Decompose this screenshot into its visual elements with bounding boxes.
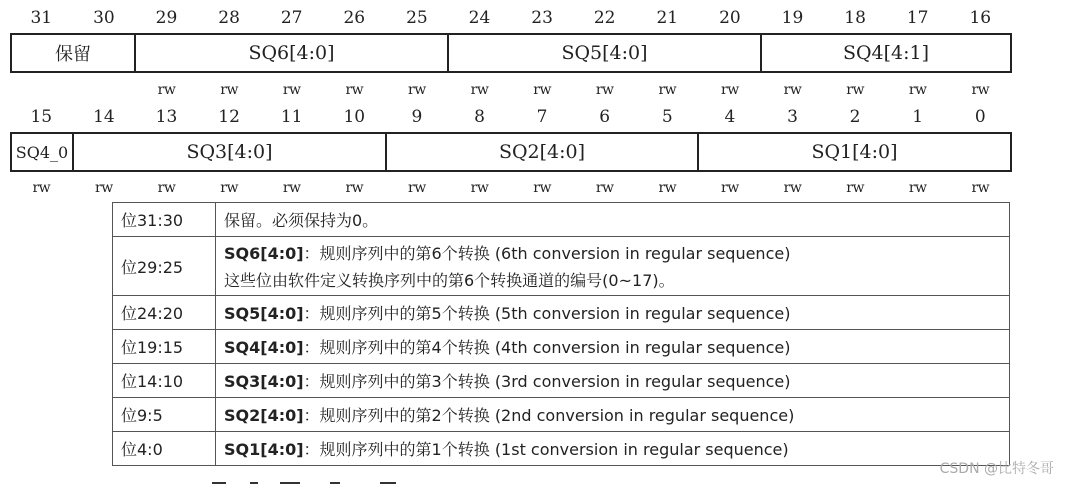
bit-number: 30 — [93, 8, 115, 28]
access-type: rw — [470, 180, 489, 196]
table-row — [113, 203, 1010, 237]
bit-number: 2 — [849, 107, 861, 127]
bit-number: 0 — [974, 107, 986, 127]
access-type: rw — [345, 180, 364, 196]
upper-register-fields — [10, 33, 1012, 73]
bit-number: 28 — [218, 8, 240, 28]
access-type: rw — [408, 180, 426, 196]
bit-range: 位29:25 — [113, 237, 216, 296]
bit-number: 9 — [411, 107, 423, 127]
bit-number: 20 — [719, 8, 741, 28]
access-type: rw — [282, 180, 301, 196]
table-row — [113, 330, 1010, 364]
bit-number: 22 — [593, 8, 616, 28]
watermark: CSDN @比特冬哥 — [939, 461, 1054, 477]
bit-description: SQ5[4:0]：规则序列中的第5个转换 (5th conversion in regular sequence) — [216, 296, 1010, 330]
access-type: rw — [908, 180, 927, 196]
access-type: rw — [95, 180, 113, 196]
bit-number: 17 — [906, 8, 929, 28]
upper-access-row — [10, 82, 1012, 100]
access-type: rw — [533, 82, 551, 98]
bit-number: 21 — [656, 8, 679, 28]
bit-number: 25 — [406, 8, 428, 28]
bit-range: 位31:30 — [113, 203, 216, 237]
access-type: rw — [533, 180, 551, 196]
table-row — [113, 364, 1010, 398]
bit-number: 4 — [724, 107, 736, 127]
field-sq5: SQ5[4:0] — [449, 35, 762, 71]
bit-number: 8 — [474, 107, 485, 127]
bit-number: 5 — [661, 107, 673, 127]
bit-range: 位9:5 — [113, 398, 216, 432]
bit-number: 18 — [844, 8, 866, 28]
bit-number: 15 — [30, 107, 53, 127]
lower-register-fields — [10, 132, 1012, 172]
bit-range: 位24:20 — [113, 296, 216, 330]
field-sq3: SQ3[4:0] — [74, 134, 387, 170]
access-type: rw — [846, 82, 864, 98]
access-type: rw — [783, 180, 802, 196]
bit-number: 23 — [531, 8, 553, 28]
bit-number: 12 — [218, 107, 240, 127]
bit-number: 1 — [912, 107, 924, 127]
table-row — [113, 296, 1010, 330]
access-type: rw — [32, 180, 51, 196]
bit-number: 3 — [787, 107, 798, 127]
access-type: rw — [282, 82, 301, 98]
bit-description: SQ1[4:0]：规则序列中的第1个转换 (1st conversion in regular sequence) — [216, 432, 1010, 466]
bit-number: 26 — [343, 8, 366, 28]
field-sq4-high: SQ4[4:1] — [842, 42, 930, 64]
bit-number: 7 — [536, 107, 548, 127]
access-type: rw — [971, 82, 990, 98]
access-type: rw — [220, 180, 238, 196]
upper-bit-numbers — [10, 8, 1012, 28]
bit-range: 位19:15 — [113, 330, 216, 364]
bit-number: 13 — [155, 107, 178, 127]
bit-number: 16 — [969, 8, 992, 28]
access-type: rw — [658, 82, 677, 98]
bit-description: 保留。必须保持为0。 — [216, 203, 1010, 237]
access-type: rw — [971, 180, 990, 196]
bit-description: SQ2[4:0]：规则序列中的第2个转换 (2nd conversion in regular sequence) — [216, 398, 1010, 432]
access-type: rw — [783, 82, 802, 98]
bit-description: SQ3[4:0]：规则序列中的第3个转换 (3rd conversion in regular sequence) — [216, 364, 1010, 398]
access-type: rw — [470, 82, 489, 98]
access-type: rw — [721, 180, 739, 196]
field-sq1: SQ1[4:0] — [811, 141, 898, 163]
bit-number: 11 — [280, 107, 303, 127]
lower-access-row — [10, 180, 1012, 198]
access-type: rw — [595, 180, 614, 196]
bit-number: 6 — [599, 107, 611, 127]
bit-description: SQ6[4:0]：规则序列中的第6个转换 (6th conversion in regular sequence) 这些位由软件定义转换序列中的第6个转换通道的编号(0~17)。 — [216, 237, 1010, 296]
bit-number: 31 — [30, 8, 53, 28]
access-type: rw — [408, 82, 426, 98]
table-row — [113, 398, 1010, 432]
table-row — [113, 432, 1010, 466]
bit-number: 24 — [468, 8, 491, 28]
lower-bit-numbers — [10, 107, 1012, 127]
access-type: rw — [345, 82, 364, 98]
field-reserved: 保留 — [12, 35, 136, 71]
bit-description-table — [112, 202, 1010, 466]
bit-range: 位14:10 — [113, 364, 216, 398]
access-type: rw — [220, 82, 238, 98]
bit-number: 29 — [155, 8, 178, 28]
field-sq6: SQ6[4:0] — [136, 35, 449, 71]
bit-range: 位4:0 — [113, 432, 216, 466]
access-type: rw — [595, 82, 614, 98]
access-type: rw — [721, 82, 739, 98]
field-sq2: SQ2[4:0] — [387, 134, 699, 170]
table-row — [113, 237, 1010, 296]
access-type: rw — [157, 82, 176, 98]
bit-number: 19 — [781, 8, 804, 28]
access-type: rw — [846, 180, 864, 196]
bit-number: 27 — [280, 8, 303, 28]
access-type: rw — [157, 180, 176, 196]
cropped-text-fragment — [210, 476, 430, 488]
access-type: rw — [658, 180, 677, 196]
access-type: rw — [908, 82, 927, 98]
bit-number: 14 — [93, 107, 115, 127]
bit-description: SQ4[4:0]：规则序列中的第4个转换 (4th conversion in regular sequence) — [216, 330, 1010, 364]
field-sq4-bit0: SQ4_0 — [12, 134, 74, 170]
bit-number: 10 — [343, 107, 366, 127]
